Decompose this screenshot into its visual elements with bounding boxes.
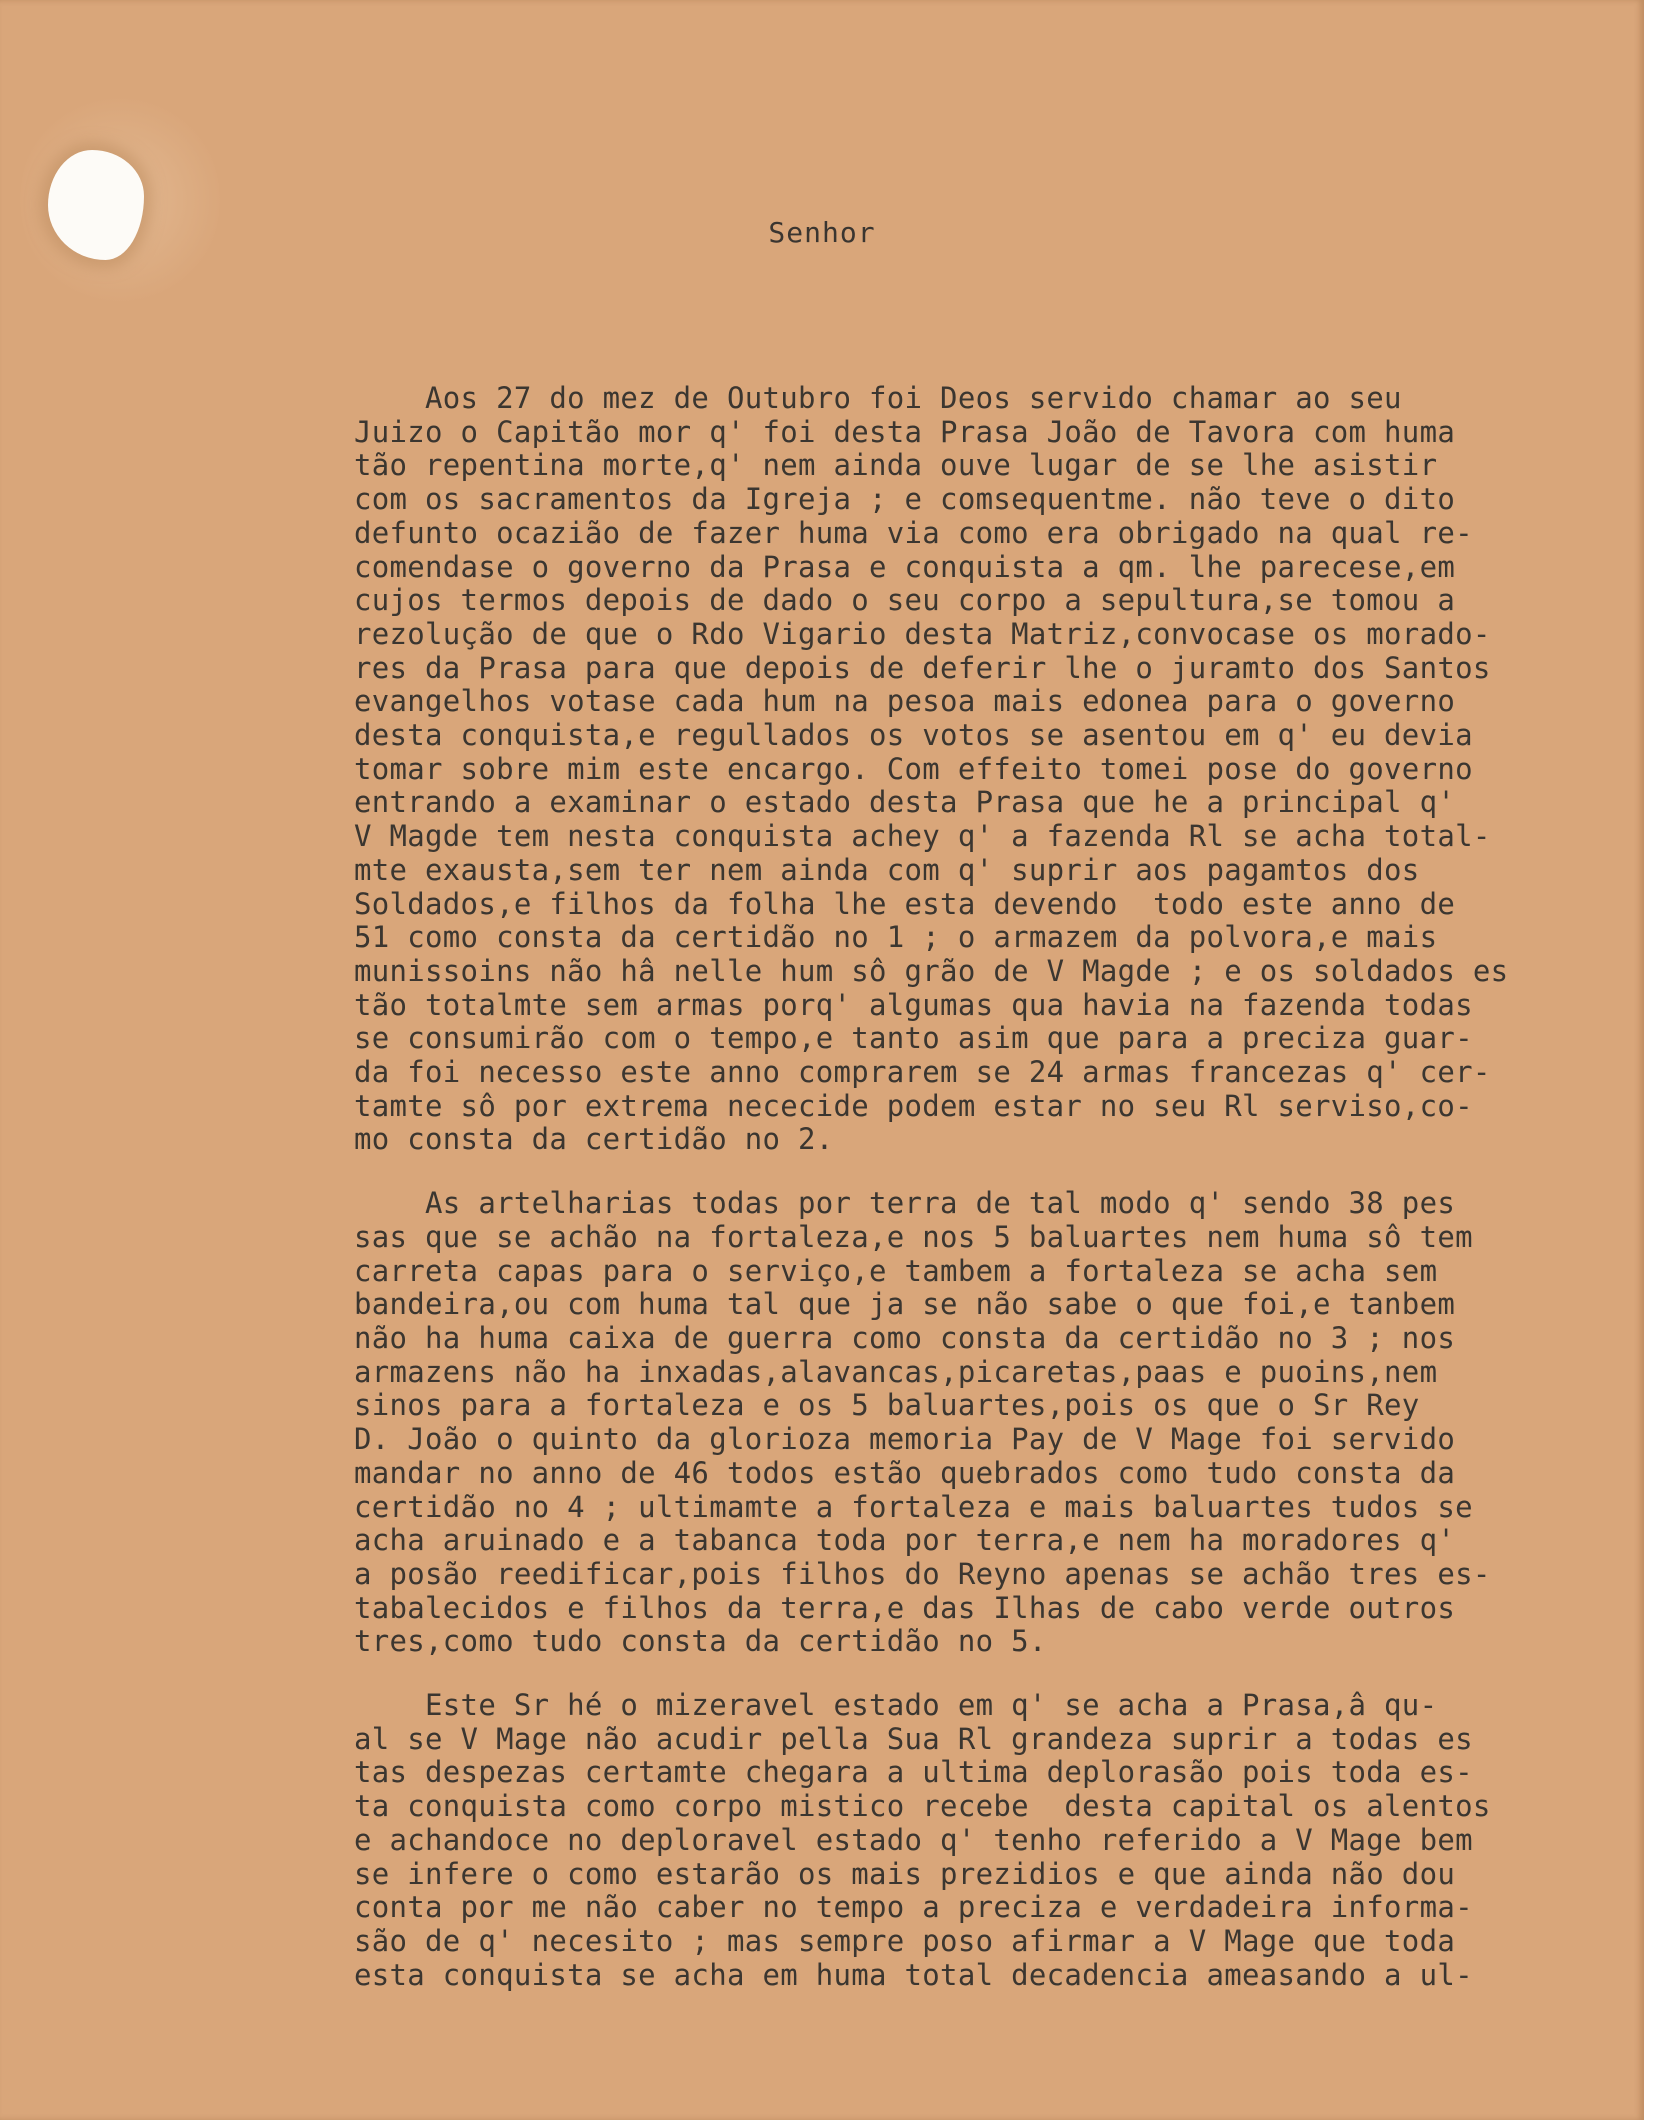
text-line: al se V Mage não acudir pella Sua Rl grandeza suprir a todas es [354,1721,1473,1756]
text-line: são de q' necesito ; mas sempre poso afirmar a V Mage que toda [354,1923,1456,1958]
text-line: rezolução de que o Rdo Vigario desta Matriz,convocase os morado- [354,616,1491,651]
text-line: cujos termos depois de dado o seu corpo a sepultura,se tomou a [354,583,1456,618]
text-line: 51 como consta da certidão no 1 ; o armazem da polvora,e mais [354,920,1438,955]
text-line: munissoins não hâ nelle hum sô grão de V Magde ; e os soldados es [354,953,1509,988]
text-line: armazens não ha inxadas,alavancas,picaretas,paas e puoins,nem [354,1354,1438,1389]
text-line: com os sacramentos da Igreja ; e comsequentme. não teve o dito [354,482,1456,517]
text-line: comendase o governo da Prasa e conquista a qm. lhe parecese,em [354,549,1456,584]
text-line: da foi necesso este anno comprarem se 24 armas francezas q' cer- [354,1055,1491,1090]
text-line: bandeira,ou com huma tal que ja se não sabe o que foi,e tanbem [354,1287,1456,1322]
text-line: ta conquista como corpo mistico recebe desta capital os alentos [354,1789,1491,1824]
text-line: desta conquista,e regullados os votos se asentou em q' eu devia [354,718,1473,753]
text-line: e achandoce no deploravel estado q' tenho referido a V Mage bem [354,1822,1473,1857]
text-line: se consumirão com o tempo,e tanto asim que para a preciza guar- [354,1021,1473,1056]
text-line: res da Prasa para que depois de deferir lhe o juramto dos Santos [354,650,1491,685]
paragraph-2 [354,1187,1644,1659]
text-line: entrando a examinar o estado desta Prasa que he a principal q' [354,785,1456,820]
paragraph-1 [354,382,1644,1157]
text-line: Soldados,e filhos da folha lhe esta devendo todo este anno de [354,886,1456,921]
text-line: mte exausta,sem ter nem ainda com q' suprir aos pagamtos dos [354,852,1420,887]
text-line: D. João o quinto da glorioza memoria Pay de V Mage foi servido [354,1422,1456,1457]
text-line: a posão reedificar,pois filhos do Reyno apenas se achão tres es- [354,1556,1491,1591]
text-line: tão repentina morte,q' nem ainda ouve lugar de se lhe asistir [354,448,1438,483]
text-line: mo consta da certidão no 2. [354,1122,834,1157]
text-line: carreta capas para o serviço,e tambem a fortaleza se acha sem [354,1253,1438,1288]
text-line: defunto ocazião de fazer huma via como era obrigado na qual re- [354,515,1473,550]
text-line: tres,como tudo consta da certidão no 5. [354,1624,1047,1659]
text-line: Juizo o Capitão mor q' foi desta Prasa João de Tavora com huma [354,414,1456,449]
text-line: se infere o como estarão os mais prezidios e que ainda não dou [354,1856,1456,1891]
text-line: mandar no anno de 46 todos estão quebrados como tudo consta da [354,1455,1456,1490]
salutation-heading: Senhor [768,216,876,249]
text-line: acha aruinado e a tabanca toda por terra,e nem ha moradores q' [354,1523,1456,1558]
text-line: As artelharias todas por terra de tal modo q' sendo 38 pes [354,1186,1456,1221]
text-line: não ha huma caixa de guerra como consta da certidão no 3 ; nos [354,1320,1456,1355]
text-line: sas que se achão na fortaleza,e nos 5 baluartes nem huma sô tem [354,1219,1473,1254]
paragraph-3 [354,1689,1644,1992]
text-line: tas despezas certamte chegara a ultima deplorasão pois toda es- [354,1755,1473,1790]
letter-body [354,382,1644,2022]
text-line: sinos para a fortaleza e os 5 baluartes,pois os que o Sr Rey [354,1388,1420,1423]
text-line: Este Sr hé o mizeravel estado em q' se acha a Prasa,â qu- [354,1688,1438,1723]
text-line: tabalecidos e filhos da terra,e das Ilhas de cabo verde outros [354,1590,1456,1625]
text-line: conta por me não caber no tempo a preciza e verdadeira informa- [354,1890,1473,1925]
text-line: certidão no 4 ; ultimamte a fortaleza e mais baluartes tudos se [354,1489,1473,1524]
text-line: Aos 27 do mez de Outubro foi Deos servido chamar ao seu [354,381,1402,415]
text-line: tamte sô por extrema nececide podem estar no seu Rl serviso,co- [354,1088,1473,1123]
text-line: tomar sobre mim este encargo. Com effeito tomei pose do governo [354,751,1473,786]
text-line: evangelhos votase cada hum na pesoa mais edonea para o governo [354,684,1456,719]
text-line: V Magde tem nesta conquista achey q' a fazenda Rl se acha total- [354,819,1491,854]
text-line: tão totalmte sem armas porq' algumas qua havia na fazenda todas [354,987,1473,1022]
text-line: esta conquista se acha em huma total decadencia ameasando a ul- [354,1957,1473,1992]
